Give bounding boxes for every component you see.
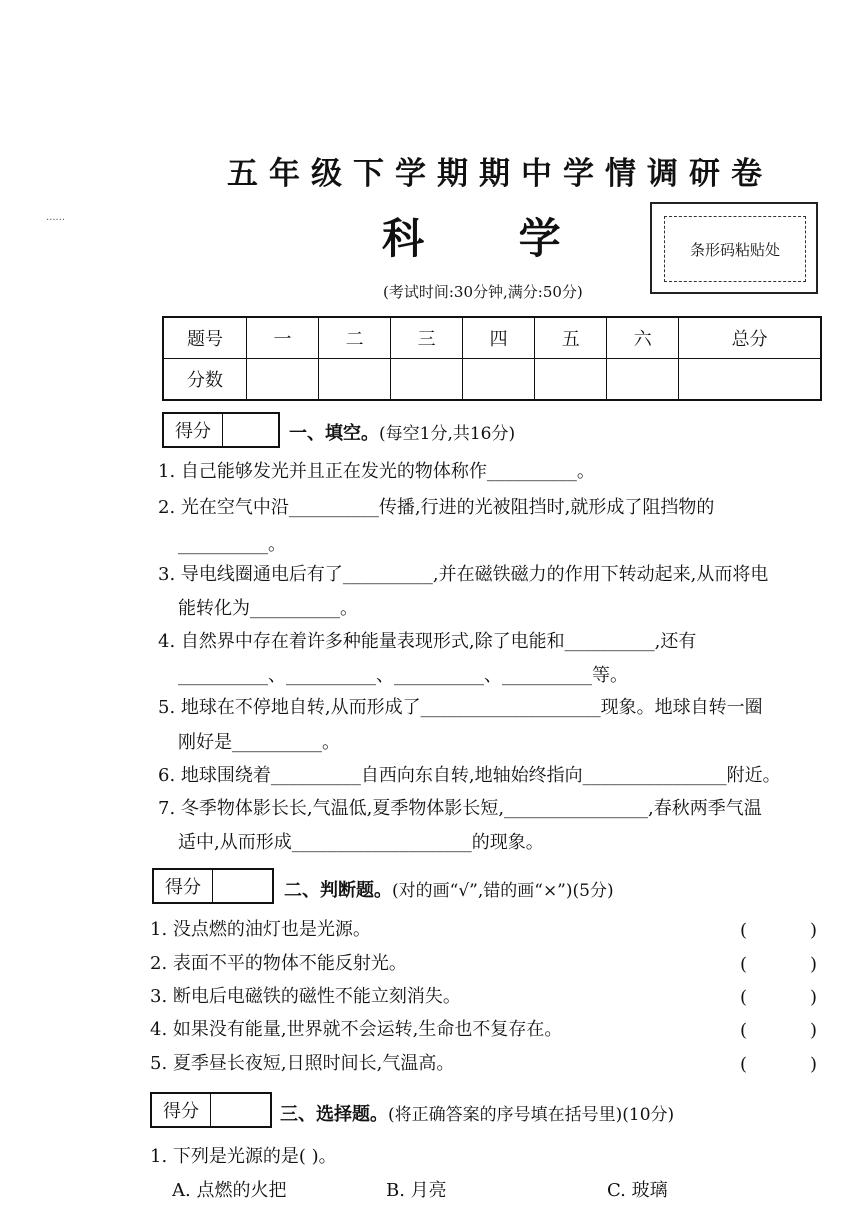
fill-line: 刚好是__________。 <box>178 732 340 753</box>
judge-item: 1. 没点燃的油灯也是光源。 <box>150 919 371 940</box>
table-cell: 一 <box>247 317 319 359</box>
judge-item: 2. 表面不平的物体不能反射光。 <box>150 953 407 974</box>
score-table <box>162 316 822 401</box>
score-input-cell[interactable] <box>463 359 535 401</box>
score-label: 得分 <box>154 870 213 902</box>
exam-info: (考试时间:30分钟,满分:50分) <box>383 283 583 301</box>
table-cell: 题号 <box>163 317 247 359</box>
exam-title: 五年级下学期期中学情调研卷 <box>227 156 773 192</box>
fill-line: 适中,从而形成____________________的现象。 <box>178 832 544 853</box>
fill-line: 6. 地球围绕着__________自西向东自转,地轴始终指向________________附近。 <box>158 765 781 786</box>
table-cell: 四 <box>463 317 535 359</box>
score-input-cell[interactable] <box>319 359 391 401</box>
fill-line: 3. 导电线圈通电后有了__________,并在磁铁磁力的作用下转动起来,从而将电 <box>158 564 769 585</box>
section1-heading <box>289 419 515 445</box>
answer-paren-right: ) <box>810 1054 818 1075</box>
answer-paren-left: ( <box>740 920 748 941</box>
barcode-label: 条形码粘贴处 <box>664 216 806 282</box>
score-table-header-row <box>163 317 821 359</box>
section3-title: 三、选择题。 <box>280 1104 388 1125</box>
table-cell: 六 <box>607 317 679 359</box>
table-cell: 分数 <box>163 359 247 401</box>
fill-line: 7. 冬季物体影长长,气温低,夏季物体影长短,________________,春秋两季气温 <box>158 798 762 819</box>
choice-option: A. 点燃的火把 <box>172 1180 287 1201</box>
score-label: 得分 <box>152 1094 211 1126</box>
score-blank[interactable] <box>223 414 278 446</box>
section3-note: (将正确答案的序号填在括号里)(10分) <box>388 1105 675 1125</box>
fill-line: 4. 自然界中存在着许多种能量表现形式,除了电能和__________,还有 <box>158 631 697 652</box>
fill-line: 1. 自己能够发光并且正在发光的物体称作__________。 <box>158 461 595 482</box>
score-blank[interactable] <box>211 1094 270 1126</box>
score-table-score-row <box>163 359 821 401</box>
choice-option: B. 月亮 <box>386 1180 447 1201</box>
answer-paren-left: ( <box>740 987 748 1008</box>
judge-item: 5. 夏季昼长夜短,日照时间长,气温高。 <box>150 1053 455 1074</box>
score-blank[interactable] <box>213 870 272 902</box>
table-cell: 五 <box>535 317 607 359</box>
score-input-cell[interactable] <box>391 359 463 401</box>
fill-line: __________、__________、__________、__________等。 <box>178 665 628 686</box>
side-mark: ...... <box>46 212 66 223</box>
answer-paren-right: ) <box>810 920 818 941</box>
answer-paren-left: ( <box>740 954 748 975</box>
answer-paren-left: ( <box>740 1054 748 1075</box>
section1-score-box <box>162 412 280 448</box>
answer-paren-right: ) <box>810 954 818 975</box>
section1-note: (每空1分,共16分) <box>379 424 516 444</box>
score-label: 得分 <box>164 414 223 446</box>
table-cell: 二 <box>319 317 391 359</box>
table-cell: 总分 <box>679 317 821 359</box>
section2-heading <box>284 876 614 902</box>
table-cell: 三 <box>391 317 463 359</box>
judge-item: 3. 断电后电磁铁的磁性不能立刻消失。 <box>150 986 461 1007</box>
fill-line: 2. 光在空气中沿__________传播,行进的光被阻挡时,就形成了阻挡物的 <box>158 497 715 518</box>
score-input-cell[interactable] <box>247 359 319 401</box>
section2-score-box <box>152 868 274 904</box>
section2-note: (对的画“√”,错的画“×”)(5分) <box>392 881 614 901</box>
judge-item: 4. 如果没有能量,世界就不会运转,生命也不复存在。 <box>150 1019 563 1040</box>
score-input-cell[interactable] <box>535 359 607 401</box>
section2-title: 二、判断题。 <box>284 880 392 901</box>
answer-paren-left: ( <box>740 1020 748 1041</box>
section3-heading <box>280 1100 674 1126</box>
score-input-cell[interactable] <box>607 359 679 401</box>
fill-line: __________。 <box>178 534 286 555</box>
score-input-cell[interactable] <box>679 359 821 401</box>
choice-question: 1. 下列是光源的是( )。 <box>150 1146 337 1167</box>
section1-title: 一、填空。 <box>289 423 379 444</box>
subject-title: 科 学 <box>382 214 601 263</box>
fill-line: 5. 地球在不停地自转,从而形成了____________________现象。地球自转一圈 <box>158 697 763 718</box>
choice-option: C. 玻璃 <box>607 1180 668 1201</box>
barcode-box <box>650 202 818 294</box>
section3-score-box <box>150 1092 272 1128</box>
answer-paren-right: ) <box>810 1020 818 1041</box>
fill-line: 能转化为__________。 <box>178 598 358 619</box>
answer-paren-right: ) <box>810 987 818 1008</box>
